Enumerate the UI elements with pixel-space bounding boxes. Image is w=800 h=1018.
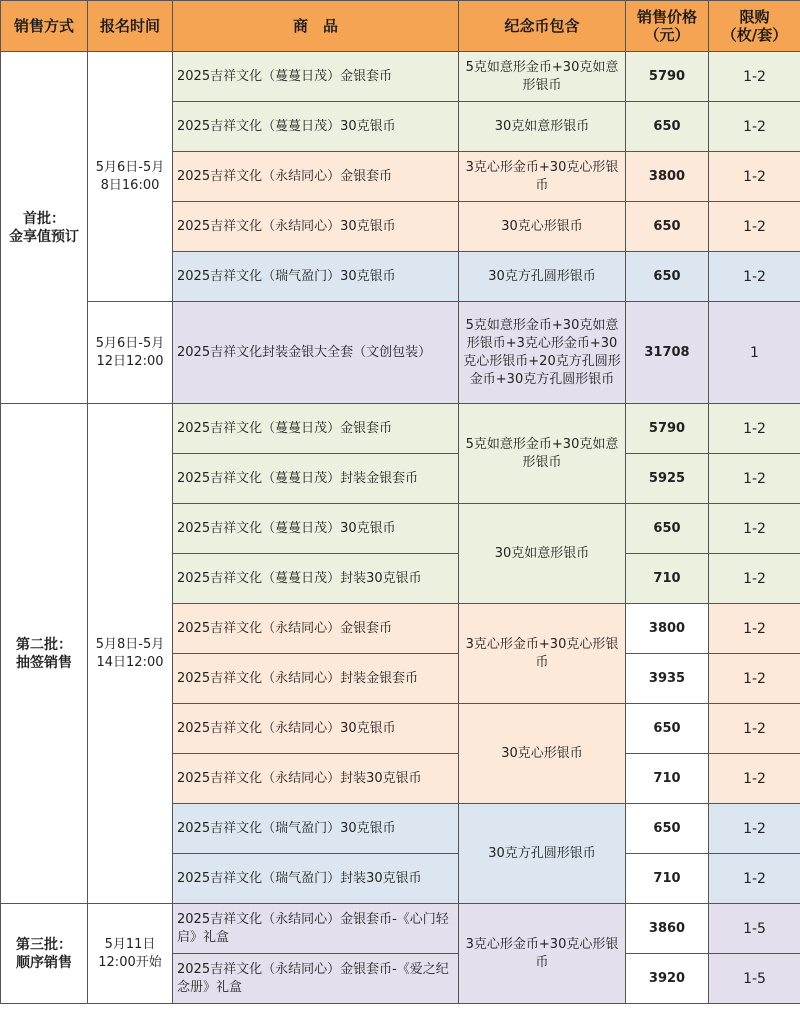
batch2-method xyxy=(1,404,88,904)
product-cell: 2025吉祥文化（瑞气盈门）30克银币 xyxy=(173,252,459,302)
coins-cell: 3克心形金币+30克心形银币 xyxy=(459,604,626,704)
price-cell: 650 xyxy=(626,102,709,152)
price-cell: 3935 xyxy=(626,654,709,704)
batch2-method-line1: 第二批： xyxy=(16,636,72,653)
price-cell: 650 xyxy=(626,804,709,854)
coins-cell: 30克心形银币 xyxy=(459,202,626,252)
table-row xyxy=(1,904,800,954)
product-cell: 2025吉祥文化（瑞气盈门）30克银币 xyxy=(173,804,459,854)
limit-cell: 1-2 xyxy=(709,252,800,302)
coins-cell: 30克方孔圆形银币 xyxy=(459,804,626,904)
price-cell: 3860 xyxy=(626,904,709,954)
batch1-time-a xyxy=(88,52,173,302)
product-cell: 2025吉祥文化（蔓蔓日茂）封装30克银币 xyxy=(173,554,459,604)
limit-cell: 1-2 xyxy=(709,404,800,454)
price-cell: 5790 xyxy=(626,404,709,454)
limit-cell: 1-2 xyxy=(709,454,800,504)
table-row xyxy=(1,404,800,454)
header-limit xyxy=(709,1,800,52)
batch1-method xyxy=(1,52,88,404)
batch3-method-line2: 顺序销售 xyxy=(16,954,72,971)
product-cell: 2025吉祥文化封装金银大全套（文创包装） xyxy=(173,302,459,404)
coins-cell: 5克如意形金币+30克如意形银币 xyxy=(459,52,626,102)
limit-cell: 1-2 xyxy=(709,504,800,554)
batch3-method xyxy=(1,904,88,1004)
batch3-time xyxy=(88,904,173,1004)
batch1-time-a-line1: 5月6日-5月 xyxy=(95,159,165,175)
batch1-time-b xyxy=(88,302,173,404)
header-price-line2: （元） xyxy=(644,26,690,44)
coins-cell: 30克如意形银币 xyxy=(459,504,626,604)
price-cell: 650 xyxy=(626,202,709,252)
header-limit-line1: 限购 xyxy=(739,8,770,26)
price-cell: 650 xyxy=(626,252,709,302)
coins-cell: 3克心形金币+30克心形银币 xyxy=(459,904,626,1004)
limit-cell: 1-2 xyxy=(709,202,800,252)
coins-cell: 3克心形金币+30克心形银币 xyxy=(459,152,626,202)
coins-cell: 30克方孔圆形银币 xyxy=(459,252,626,302)
batch2-time-line2: 14日12:00 xyxy=(96,654,164,670)
limit-cell: 1-2 xyxy=(709,704,800,754)
price-cell: 5790 xyxy=(626,52,709,102)
limit-cell: 1-2 xyxy=(709,654,800,704)
coins-cell: 5克如意形金币+30克如意形银币 xyxy=(459,404,626,504)
batch3-time-line2: 12:00开始 xyxy=(98,954,162,970)
batch1-time-b-line1: 5月6日-5月 xyxy=(95,335,165,351)
batch2-time xyxy=(88,404,173,904)
price-cell: 31708 xyxy=(626,302,709,404)
product-cell: 2025吉祥文化（永结同心）金银套币 xyxy=(173,152,459,202)
product-cell: 2025吉祥文化（永结同心）金银套币-《爱之纪念册》礼盒 xyxy=(173,954,459,1004)
table-row xyxy=(1,302,800,404)
limit-cell: 1-2 xyxy=(709,152,800,202)
coins-cell: 5克如意形金币+30克如意形银币+3克心形金币+30克心形银币+20克方孔圆形金币+30克方孔圆形银币 xyxy=(459,302,626,404)
product-cell: 2025吉祥文化（蔓蔓日茂）30克银币 xyxy=(173,504,459,554)
limit-cell: 1-2 xyxy=(709,854,800,904)
limit-cell: 1-2 xyxy=(709,554,800,604)
price-cell: 5925 xyxy=(626,454,709,504)
price-cell: 3800 xyxy=(626,604,709,654)
header-row xyxy=(1,1,800,52)
price-cell: 710 xyxy=(626,854,709,904)
limit-cell: 1-2 xyxy=(709,804,800,854)
table-row xyxy=(1,52,800,102)
limit-cell: 1-2 xyxy=(709,604,800,654)
limit-cell: 1-2 xyxy=(709,52,800,102)
batch1-method-line1: 首批： xyxy=(23,210,65,227)
header-limit-line2: （枚/套） xyxy=(721,26,788,44)
limit-cell: 1-5 xyxy=(709,954,800,1004)
price-cell: 710 xyxy=(626,554,709,604)
product-cell: 2025吉祥文化（蔓蔓日茂）金银套币 xyxy=(173,52,459,102)
product-cell: 2025吉祥文化（瑞气盈门）封装30克银币 xyxy=(173,854,459,904)
product-cell: 2025吉祥文化（永结同心）金银套币 xyxy=(173,604,459,654)
batch1-time-a-line2: 8日16:00 xyxy=(100,177,160,193)
product-cell: 2025吉祥文化（永结同心）封装金银套币 xyxy=(173,654,459,704)
batch1-time-b-line2: 12日12:00 xyxy=(96,353,164,369)
product-cell: 2025吉祥文化（蔓蔓日茂）金银套币 xyxy=(173,404,459,454)
product-cell: 2025吉祥文化（蔓蔓日茂）30克银币 xyxy=(173,102,459,152)
batch2-method-line2: 抽签销售 xyxy=(16,654,72,671)
product-cell: 2025吉祥文化（永结同心）30克银币 xyxy=(173,202,459,252)
limit-cell: 1 xyxy=(709,302,800,404)
coins-cell: 30克如意形银币 xyxy=(459,102,626,152)
limit-cell: 1-2 xyxy=(709,102,800,152)
price-cell: 650 xyxy=(626,504,709,554)
header-coins: 纪念币包含 xyxy=(459,1,626,52)
product-cell: 2025吉祥文化（永结同心）封装30克银币 xyxy=(173,754,459,804)
header-method: 销售方式 xyxy=(1,1,88,52)
header-price-line1: 销售价格 xyxy=(636,8,697,26)
limit-cell: 1-2 xyxy=(709,754,800,804)
price-cell: 3800 xyxy=(626,152,709,202)
header-product: 商 品 xyxy=(173,1,459,52)
coins-cell: 30克心形银币 xyxy=(459,704,626,804)
price-cell: 650 xyxy=(626,704,709,754)
product-cell: 2025吉祥文化（永结同心）30克银币 xyxy=(173,704,459,754)
header-time: 报名时间 xyxy=(88,1,173,52)
batch2-time-line1: 5月8日-5月 xyxy=(95,636,165,652)
price-cell: 710 xyxy=(626,754,709,804)
product-cell: 2025吉祥文化（蔓蔓日茂）封装金银套币 xyxy=(173,454,459,504)
header-price xyxy=(626,1,709,52)
batch1-method-line2: 金享值预订 xyxy=(9,228,79,245)
batch3-time-line1: 5月11日 xyxy=(104,936,156,952)
limit-cell: 1-5 xyxy=(709,904,800,954)
batch3-method-line1: 第三批： xyxy=(16,936,72,953)
price-cell: 3920 xyxy=(626,954,709,1004)
product-cell: 2025吉祥文化（永结同心）金银套币-《心门轻启》礼盒 xyxy=(173,904,459,954)
